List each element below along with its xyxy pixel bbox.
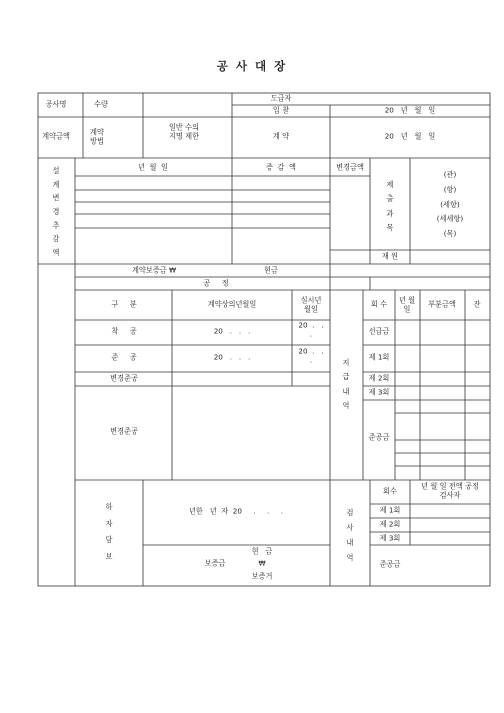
bid-label: 입 찰: [272, 105, 290, 115]
schedule-title: 공 정: [203, 278, 229, 288]
inspection-round-1: 제 1회: [379, 505, 401, 515]
budget-side-char: 출: [386, 194, 394, 204]
inspection-round-2: 제 2회: [379, 519, 401, 529]
balance-header: 잔: [473, 299, 481, 309]
warranty-cash: 현 금: [251, 546, 273, 556]
start-label: 착 공: [111, 326, 137, 336]
contract-deposit-label: 계약보증금 ₩: [131, 265, 177, 275]
warranty-deposit-currency: ₩: [258, 558, 266, 568]
dc-side-char: 경: [52, 207, 60, 217]
quantity-label: 수량: [94, 99, 108, 109]
payment-side-label: [343, 356, 350, 414]
bid-date: 20 년 월 일: [384, 105, 436, 115]
category-header: 구 분: [111, 299, 137, 309]
completion-actual-date: 20 . . .: [298, 346, 324, 364]
payment-round-2: 제 2회: [368, 373, 390, 383]
warranty-period: 년한 년 자 20 . . .: [188, 506, 284, 516]
changed-completion-label-1: 변경준공: [110, 373, 138, 383]
budget-items-char: (세항): [440, 199, 460, 209]
defect-side-char: 보: [105, 551, 113, 561]
start-actual-date: 20 . . .: [298, 320, 324, 338]
defect-side-char: 담: [105, 535, 113, 544]
page-title: 공 사 대 장: [216, 59, 288, 73]
cash-label: 현금: [264, 265, 278, 275]
final-payment-label: 준공금: [368, 432, 390, 442]
contractor-label: 도급자: [270, 93, 292, 103]
pay-side-char: 급: [342, 372, 350, 382]
pay-side-char: 내: [342, 387, 350, 396]
date-header: 년 월 일: [138, 162, 168, 172]
actual-date-header: 실시년 월일: [300, 295, 322, 313]
defect-warranty-side-label: [106, 499, 113, 565]
contract-method-value: 일반 수의 지명 제한: [168, 122, 200, 140]
budget-items-char: (관): [443, 170, 457, 180]
budget-items-char: (항): [443, 184, 457, 194]
budget-side-char: 제: [386, 180, 394, 190]
insp-side-char: 검: [346, 507, 354, 517]
budget-side-char: 과: [386, 209, 394, 218]
defect-side-char: 하: [105, 501, 113, 511]
partial-amount-header: 부분금액: [428, 299, 456, 309]
dc-side-char: 변: [52, 193, 60, 203]
payment-round-header: 회 수: [370, 299, 388, 309]
contract-date: 20 년 월 일: [384, 131, 436, 141]
dc-side-char: 설: [52, 166, 60, 176]
inspection-info-header: 년 월 일 전액 공정 검사자: [421, 481, 479, 499]
warranty-deposit-label: 보증금: [204, 558, 226, 568]
contract-label: 계 약: [272, 131, 290, 141]
pay-side-char: 지: [342, 358, 350, 368]
inspection-final: 준공금: [379, 559, 401, 569]
advance-payment-label: 선급금: [368, 326, 390, 336]
completion-date: 20 . . .: [213, 352, 251, 362]
delta-header: 증 감 액: [266, 162, 296, 172]
payment-round-1: 제 1회: [368, 352, 390, 362]
dc-side-char: 감: [52, 234, 60, 244]
payment-date-header: 년 월 일: [398, 295, 416, 313]
completion-label: 준 공: [111, 352, 137, 362]
insp-side-char: 역: [346, 553, 354, 563]
inspection-side-label: [347, 505, 354, 566]
pay-side-char: 역: [342, 401, 350, 411]
budget-items-char: (세세항): [436, 214, 464, 224]
inspection-round-3: 제 3회: [379, 533, 401, 543]
warranty-collateral: 보증거: [251, 571, 273, 581]
inspection-round-header: 회수: [383, 486, 397, 496]
changed-amount-header: 변경금액: [336, 162, 364, 172]
dc-side-char: 계: [52, 179, 60, 189]
contract-method-label: 계약 방법: [90, 127, 104, 145]
dc-side-char: 액: [52, 248, 60, 258]
defect-side-char: 자: [105, 518, 113, 528]
changed-completion-label-2: 변경준공: [110, 426, 138, 436]
design-change-side-label: [53, 164, 60, 260]
budget-side-label: [387, 178, 394, 236]
budget-items: [437, 168, 463, 242]
contract-date-header: 계약상의년월일: [207, 299, 257, 309]
insp-side-char: 사: [346, 522, 354, 532]
budget-side-char: 목: [386, 223, 394, 233]
contract-amount-label: 계약금액: [42, 131, 70, 141]
start-date: 20 . . .: [213, 326, 251, 336]
dc-side-char: 추: [52, 220, 60, 230]
fund-source-label: 재 원: [381, 251, 399, 261]
project-name-label: 공사명: [45, 99, 67, 109]
insp-side-char: 내: [346, 538, 354, 547]
budget-items-char: (목): [443, 229, 457, 239]
payment-round-3: 제 3회: [368, 387, 390, 397]
